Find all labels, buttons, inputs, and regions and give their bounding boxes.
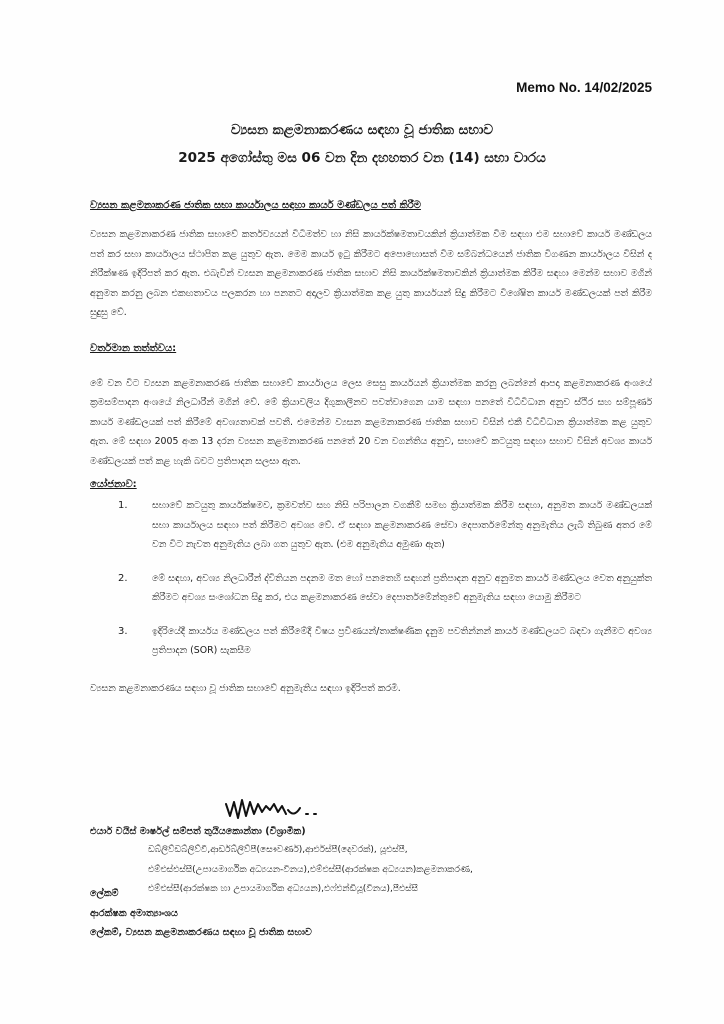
proposal-number: 2. bbox=[118, 572, 128, 584]
signer-qualifications: එම්එස්එස්සී(උපායමාර්ගික අධ්‍යයන-විනය),එම්එස්සී(ආරක්ෂක අධ්‍යයන)කළමනාකරණ, bbox=[148, 864, 473, 875]
closing-statement: ව්‍යසන කළමනාකරණය සඳහා වූ ජාතික සභාවේ අනුමැතිය සඳහා ඉදිරිපත් කරමි. bbox=[90, 682, 401, 694]
proposal-text: මේ සඳහා, අවශ්‍ය නිලධාරීන් ද්විතියන පදනම මත හෝ පනතෙහි සඳහන් ප්‍රතිපාදන අනුව අනුමත කාර්ය මණ්ඩලය වෙත අනුයුක්ත කිරීමට අවශ්‍ය සංශෝධන සිදු කර, එය කළමනාකරණ සේවා දෙපාර්තමේන්තුවේ අනුමැතිය සඳහා යොමු කිරීමට bbox=[152, 572, 652, 603]
handwritten-signature bbox=[222, 790, 332, 826]
signer-qualifications: එම්එස්සී(ආරක්ෂක හා උපායමාර්ගික අධ්‍යයන),එෆ්එන්ඩියූ(විනය),පීඑස්සී bbox=[148, 884, 419, 894]
session-title: 2025 අගෝස්තු මස 06 වන දින දහහතර වන (14) සභා වාරය bbox=[178, 150, 546, 166]
council-secretary: ලේකම්, ව්‍යසන කළමනාකරණය සඳහා වූ ජාතික සභාව bbox=[90, 927, 312, 938]
ministry-name: ආරක්ෂක අමාත්‍යාංශය bbox=[90, 907, 178, 919]
memo-number: Memo No. 14/02/2025 bbox=[516, 80, 652, 95]
proposal-number: 3. bbox=[118, 625, 128, 637]
current-status-paragraph: මේ වන විට ව්‍යසන කළමනාකරණ ජාතික සභාවේ කාර්යාලය ලෙස සෙසු කාර්යයන් ක්‍රියාත්මක කරනු ලබන්නේ ආපදා කළමනාකරණ අංශයේ ක්‍රමසම්පාදන අංශයේ නිලධාරීන් මගින් වේ. මේ ක්‍රියාවලිය දිගුකාලීනව පවත්වාගෙන යාම සඳහා පනතේ විධිවිධාන අනුව ස්ථිර සහ සම්පූර්ණ කාර්ය මණ්ඩලයක් පත් කිරීමේ අවශ්‍යතාවක් පවතී. එමෙන්ම ව්‍යසන කළමනාකරණ ජාතික සභාව විසින් එකී විධිවිධාන ක්‍රියාත්මක කළ යුතුව ඇත. මේ සඳහා 2005 අංක 13 දරන ව්‍යසන කළමනාකරණ පනතේ 20 වන වගන්තිය අනුව, සභාවේ කටයුතු සඳහා සභාව විසින් අවශ්‍ය කාර්ය මණ්ඩලයක් පත් කළ හැකි බවට ප්‍රතිපාදන සලසා ඇත. bbox=[90, 377, 652, 467]
memo-body bbox=[90, 200, 652, 698]
subject-heading: ව්‍යසන කළමනාකරණ ජාතික සභා කාර්යාලය සඳහා කාර්ය මණ්ඩලය පත් කිරීම bbox=[90, 200, 421, 211]
intro-paragraph: ව්‍යසන කළමනාකරණ ජාතික සභාවේ කර්තව්‍යයන් විධිමත්ව හා නිසි කාර්යක්ෂමතාවයකින් ක්‍රියාත්මක වීම සඳහා එම සභාවේ කාර්ය මණ්ඩලය පත් කර සභා කාර්යාලය ස්ථාපිත කළ යුතුව ඇත. මෙම කාර්ය ඉටු කිරීමට අපොහොසත් වීම සම්බන්ධයෙන් ජාතික විගණන කාර්යාලය විසින් ද නිරීක්ෂණ ඉදිරිපත් කර ඇත. එබැවින් ව්‍යසන කළමනාකරණ ජාතික සභාව නිසි කාර්යක්ෂමතාවකින් ක්‍රියාත්මක කිරීම සඳහා මෙන්ම සභාව මගින් අනුමත කරනු ලබන එකඟතාවය පලකරන හා පනතට අදාලව ක්‍රියාත්මක කළ යුතු කාර්යයන් සිදු කිරීමට විශේෂිත කාර්ය මණ්ඩලයක් පත් කිරීම සුදුසු වේ. bbox=[90, 229, 652, 318]
signer-name: එයාර් වයිස් මාර්ෂල් සම්පත් තුයියකොන්තා (විශ්‍රාමික) bbox=[90, 826, 306, 837]
signer-qualifications: ඩබ්ලිව්ඩබ්ලිව්වී,ආර්ඩබ්ලිව්පී(සෞවර්ණ),ආර්එස්පී(දෙවරක්), යූඑස්පී, bbox=[148, 845, 408, 855]
proposal-number: 1. bbox=[118, 500, 128, 511]
proposals-list bbox=[90, 496, 652, 661]
proposal-text: සභාවේ කටයුතු කාර්යක්ෂමව, ක්‍රමවත්ව සහ නිසි පරිපාලන වගකීම් සමඟ ක්‍රියාත්මක කිරීම සඳහා, අනුමත කාර්ය මණ්ඩලයක් සභා කාර්යාලය සඳහා පත් කිරීමට අවශ්‍ය වේ. ඒ සඳහා කළමනාකරණ සේවා දෙපාර්තමේන්තු අනුමැතිය ලැබී තිබුණ අතර මේ වන විට නැවත අනුමැතිය ලබා ගත යුතුව ඇත. (එම අනුමැතිය අමුණා ඇත) bbox=[152, 500, 652, 550]
proposal-item bbox=[90, 496, 652, 555]
proposal-item bbox=[90, 569, 652, 608]
proposal-item bbox=[90, 622, 652, 661]
current-status-heading: වර්තමාන තත්ත්වය: bbox=[90, 342, 177, 354]
proposals-heading: යෝජනාව: bbox=[90, 479, 137, 490]
document-title: ව්‍යසන කළමනාකරණය සඳහා වූ ජාතික සභාව bbox=[230, 122, 494, 138]
secretary-block bbox=[90, 884, 312, 943]
proposal-text: ඉදිරියේදී කාර්යය මණ්ඩලය පත් කිරීමේදී විෂය ප්‍රවීණයන්/තාක්ෂණික දැනුම පවතින්නන් කාර්ය මණ්ඩලයට බඳවා ගැනීමට අවශ්‍ය ප්‍රතිපාදන (SOR) සැකසීම bbox=[152, 625, 652, 656]
secretary-title: ලේකම් bbox=[90, 888, 119, 899]
